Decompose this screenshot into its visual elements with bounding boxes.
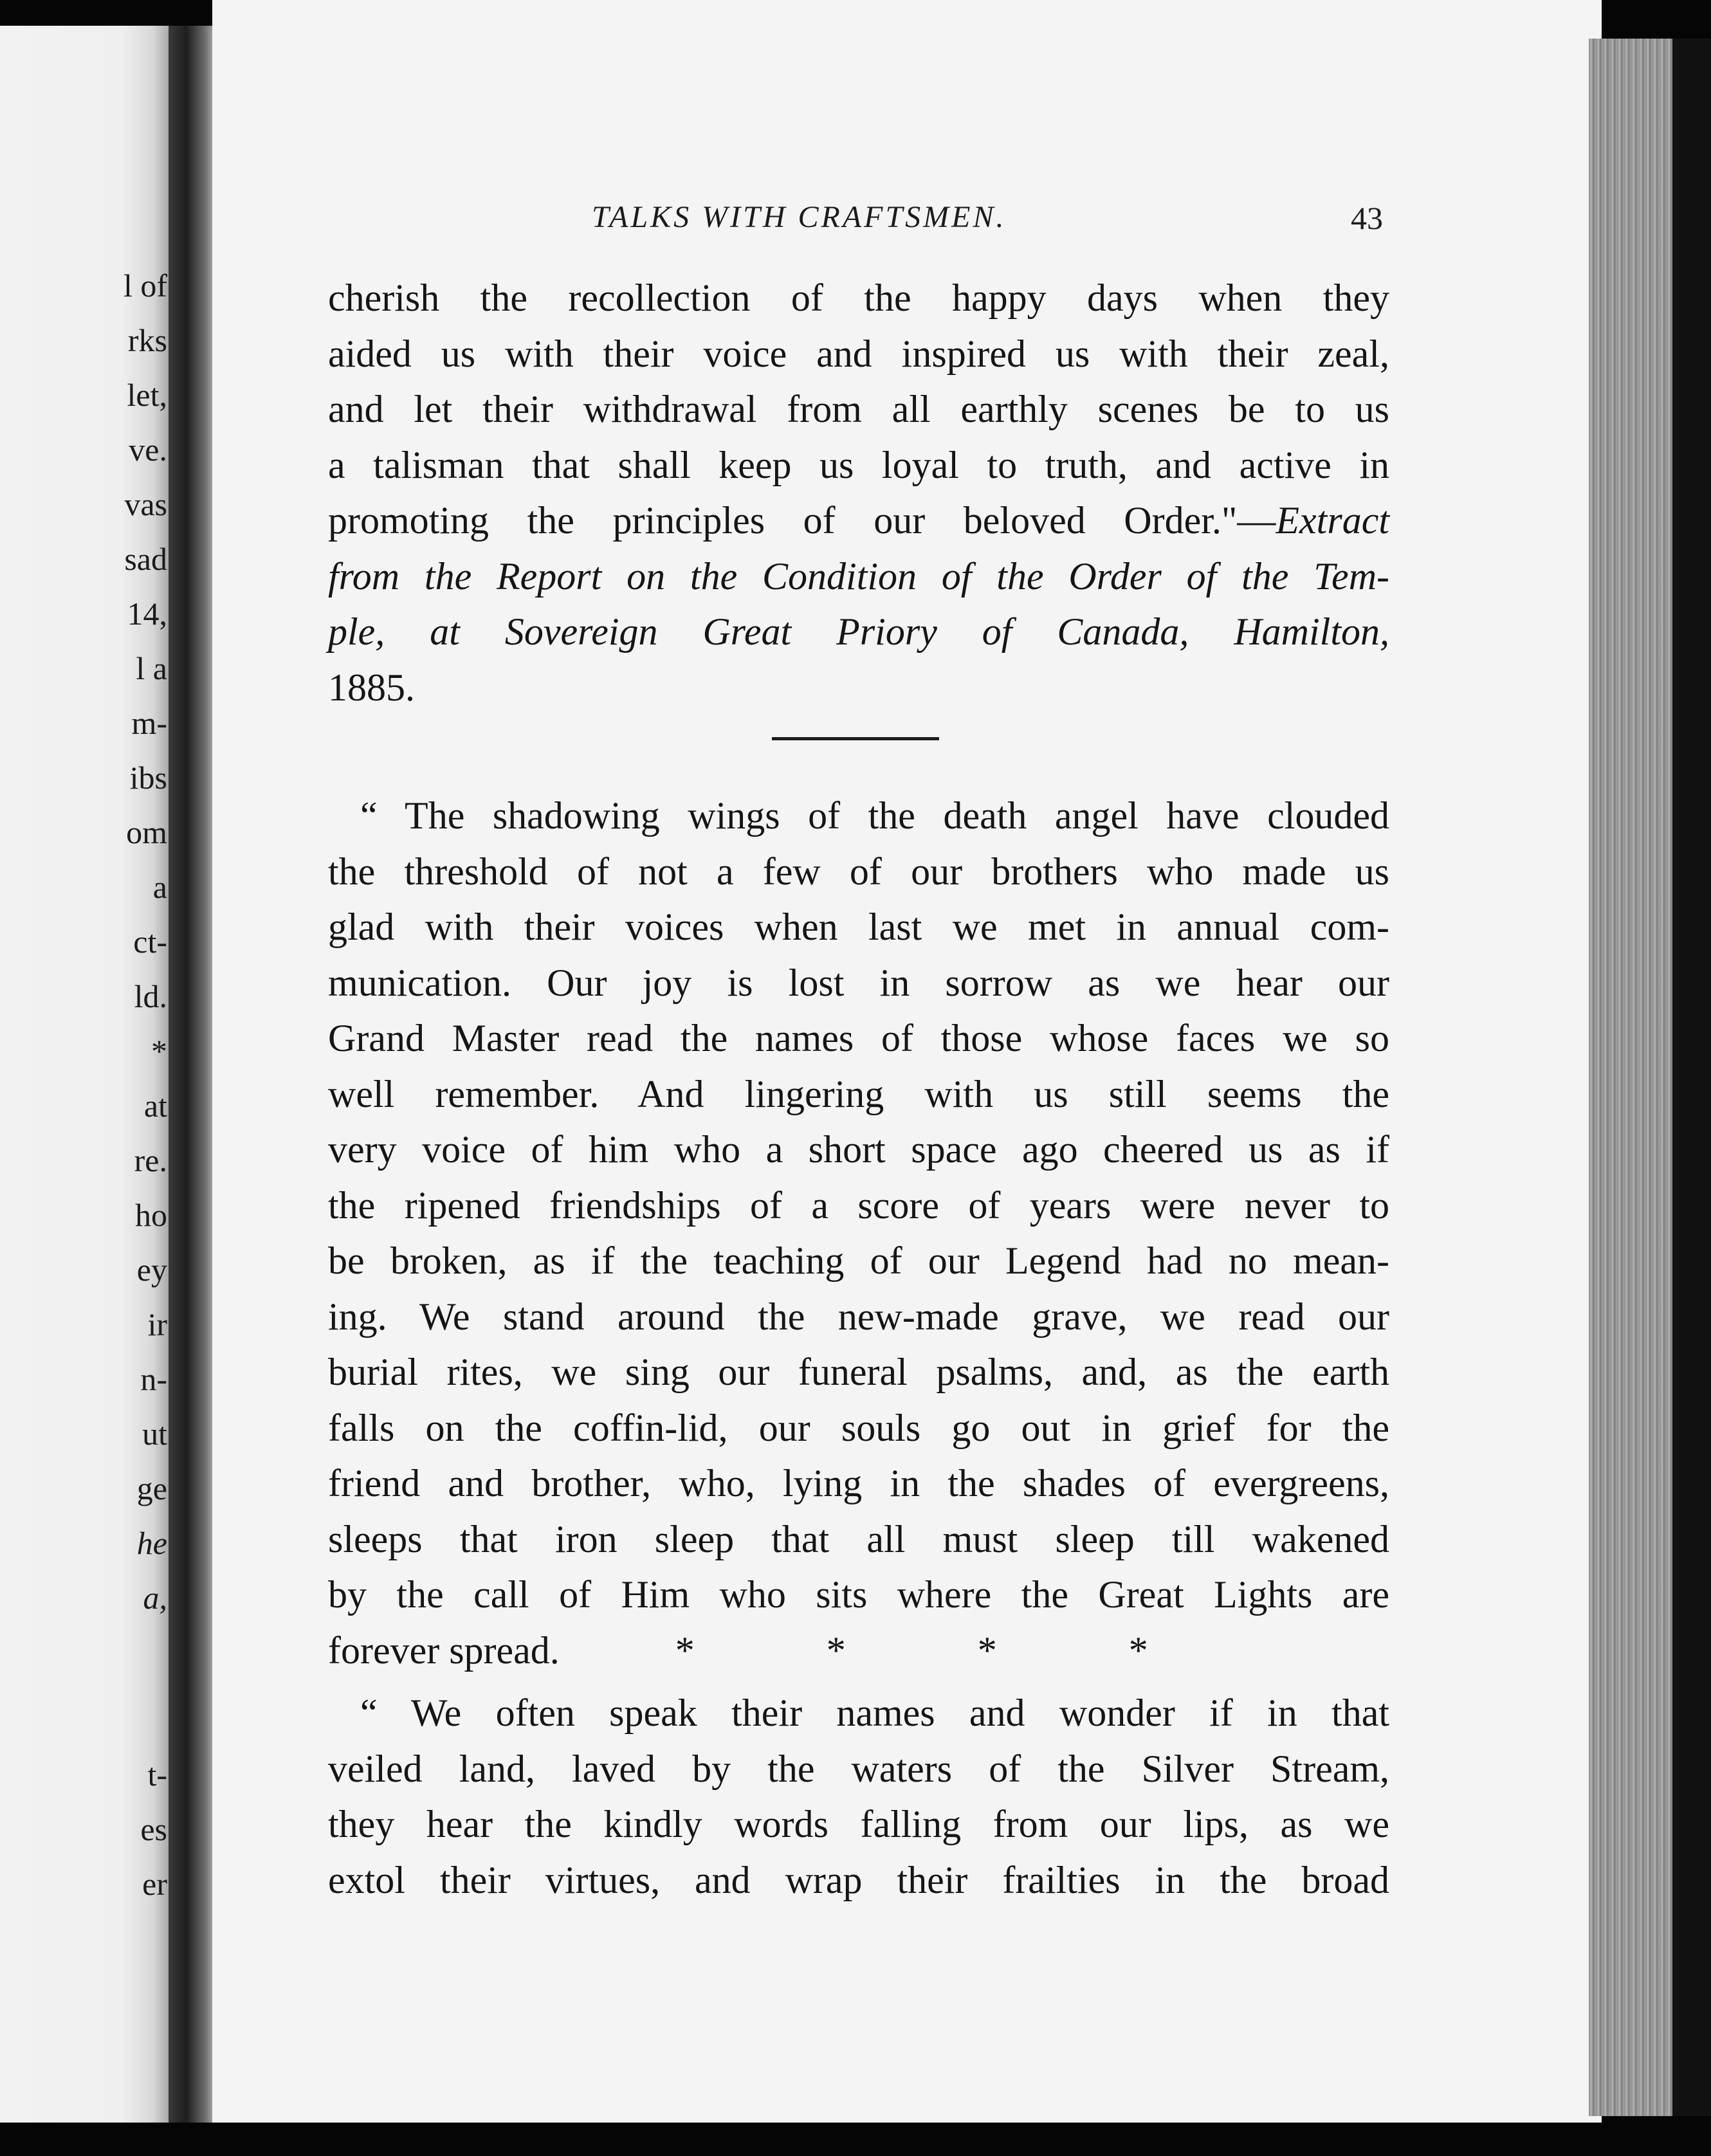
text-line <box>328 493 1389 549</box>
left-fragment: ey <box>136 1252 167 1288</box>
text-line: glad with their voices when last we met in annual com- <box>328 906 1389 948</box>
text-line: veiled land, laved by the waters of the Silver Stream, <box>328 1747 1389 1790</box>
section-divider <box>772 737 939 740</box>
text-line: very voice of him who a short space ago cheered us as if <box>328 1128 1389 1171</box>
text-roman: promoting the principles of our beloved Order."— <box>328 499 1276 542</box>
text-line-italic: ple, at Sovereign Great Priory of Canada, Hamilton, <box>328 610 1389 653</box>
scan-border <box>1672 39 1711 2116</box>
text-line: the threshold of not a few of our brothers who made us <box>328 850 1389 893</box>
scan-border-bottom <box>0 2123 1711 2156</box>
left-fragment: om <box>126 814 167 850</box>
left-fragment: es <box>140 1811 167 1847</box>
left-fragment: re. <box>134 1142 167 1178</box>
left-fragment: t- <box>147 1757 167 1793</box>
left-fragment: ut <box>142 1416 167 1452</box>
text-line: falls on the coffin-lid, our souls go out in grief for the <box>328 1406 1389 1449</box>
left-fragment: n- <box>140 1361 167 1397</box>
text-line: a talisman that shall keep us loyal to truth, and active in <box>328 443 1389 486</box>
left-fragment: er <box>142 1866 167 1902</box>
left-fragment: m- <box>131 705 167 741</box>
left-fragment: he <box>136 1525 167 1561</box>
left-fragment: rks <box>127 322 167 358</box>
left-fragment: at <box>143 1088 167 1124</box>
text-line: aided us with their voice and inspired us with their zeal, <box>328 332 1389 375</box>
left-fragment: ho <box>135 1197 167 1233</box>
text-line: by the call of Him who sits where the Great Lights are <box>328 1573 1389 1616</box>
text-roman: forever spread. <box>328 1629 560 1672</box>
page-number: 43 <box>1351 200 1383 236</box>
text-line: the ripened friendships of a score of years were never to <box>328 1183 1389 1227</box>
paragraph-1 <box>328 270 1389 715</box>
text-line: “ We often speak their names and wonder if in that <box>360 1692 1389 1734</box>
left-fragment: ld. <box>134 978 167 1014</box>
text-line: extol their virtues, and wrap their frailties in the broad <box>328 1858 1389 1901</box>
paragraph-3 <box>328 1685 1389 1908</box>
text-line: and let their withdrawal from all earthly scenes be to us <box>328 388 1389 430</box>
text-line: friend and brother, who, lying in the shades of evergreens, <box>328 1462 1389 1504</box>
left-fragment: l of <box>123 268 167 304</box>
left-fragment: * <box>151 1033 167 1069</box>
left-fragment: 14, <box>127 596 167 632</box>
text-line: burial rites, we sing our funeral psalms, and, as the earth <box>328 1351 1389 1393</box>
left-fragment: ibs <box>129 760 167 796</box>
text-line: munication. Our joy is lost in sorrow as we hear our <box>328 961 1389 1004</box>
text-line <box>328 1623 1389 1679</box>
left-fragment: a <box>152 869 167 905</box>
text-line: ing. We stand around the new-made grave, we read our <box>328 1295 1389 1338</box>
left-fragment: ir <box>147 1306 167 1342</box>
text-line: Grand Master read the names of those whose faces we so <box>328 1017 1389 1059</box>
text-line: cherish the recollection of the happy days when they <box>328 277 1389 319</box>
text-line: 1885. <box>328 666 415 709</box>
running-header: TALKS WITH CRAFTSMEN. <box>592 200 1007 234</box>
left-fragment: ct- <box>133 924 167 960</box>
text-line: sleeps that iron sleep that all must sleep till wakened <box>328 1517 1389 1560</box>
left-fragment: ge <box>136 1470 167 1506</box>
left-facing-page <box>0 26 174 2123</box>
text-line: be broken, as if the teaching of our Legend had no mean- <box>328 1239 1389 1282</box>
text-line: well remember. And lingering with us still seems the <box>328 1072 1389 1115</box>
left-fragment: vas <box>124 486 167 522</box>
text-italic: Extract <box>1276 499 1389 542</box>
left-fragment: ve. <box>129 432 167 468</box>
text-line-italic: from the Report on the Condition of the Order of the Tem- <box>328 554 1389 598</box>
page-fore-edge <box>1589 39 1685 2116</box>
paragraph-2 <box>328 788 1389 1678</box>
left-fragment: a, <box>143 1580 167 1616</box>
asterisk-break: * * * * <box>675 1629 1148 1672</box>
left-fragment: l a <box>136 650 167 686</box>
left-fragment: sad <box>124 541 167 577</box>
left-fragment: let, <box>127 377 167 413</box>
text-line: “ The shadowing wings of the death angel have clouded <box>360 794 1389 837</box>
text-line: they hear the kindly words falling from our lips, as we <box>328 1803 1389 1845</box>
